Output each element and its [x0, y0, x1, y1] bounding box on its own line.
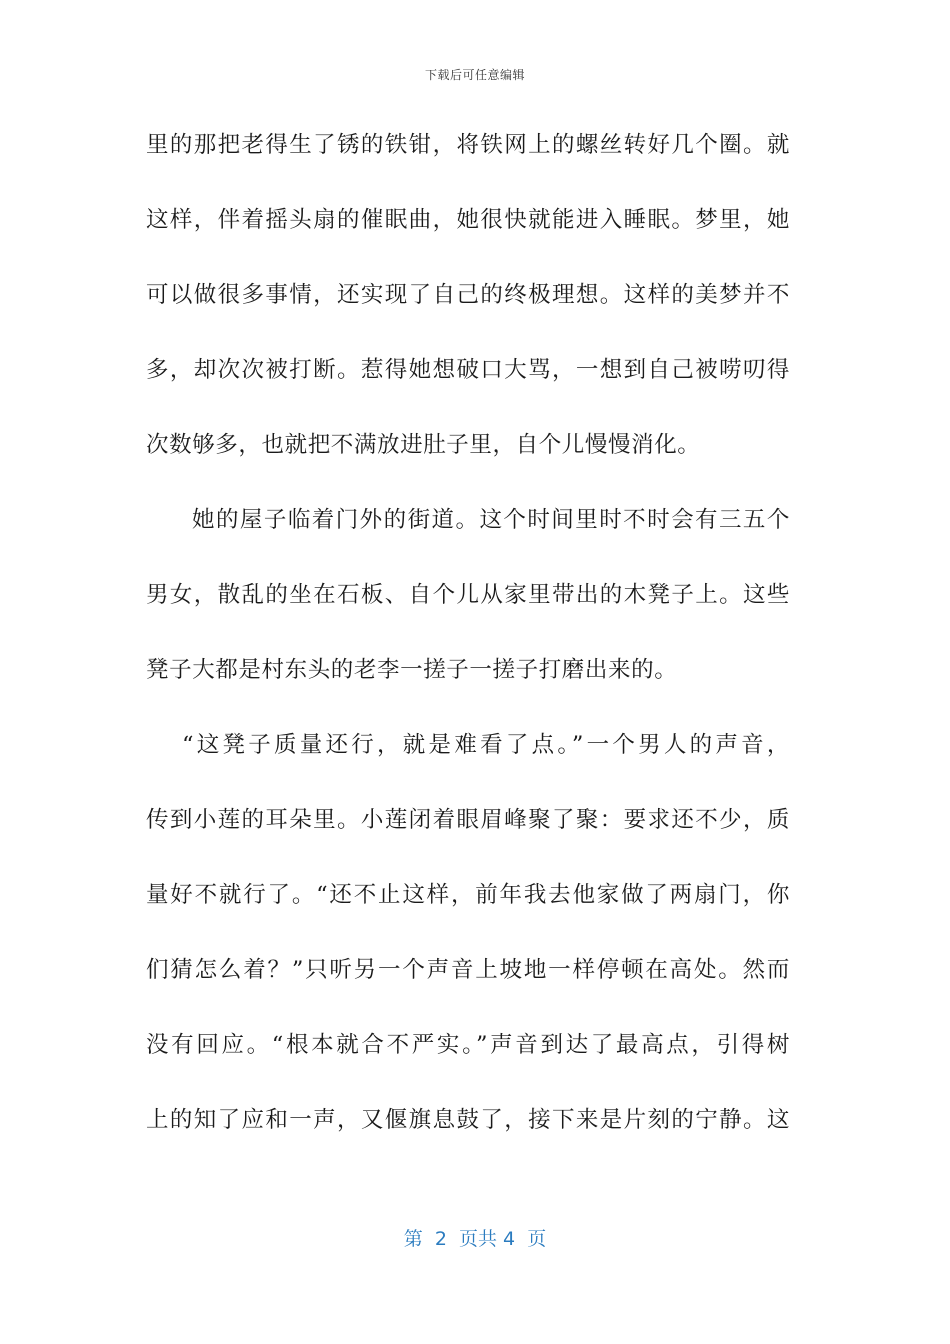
- text-line: 男女，散乱的坐在石板、自个儿从家里带出的木凳子上。这些: [146, 582, 790, 608]
- text-line: 多，却次次被打断。惹得她想破口大骂，一想到自己被唠叨得: [146, 357, 790, 383]
- text-line: 这样，伴着摇头扇的催眠曲，她很快就能进入睡眠。梦里，她: [146, 207, 790, 233]
- header-note: 下载后可任意编辑: [424, 68, 525, 82]
- text-line: 可以做很多事情，还实现了自己的终极理想。这样的美梦并不: [146, 282, 790, 308]
- text-line: “这凳子质量还行，就是难看了点。”一个男人的声音，: [182, 732, 790, 758]
- text-line: 们猜怎么着？”只听另一个声音上坡地一样停顿在高处。然而: [146, 957, 790, 983]
- text-line: 次数够多，也就把不满放进肚子里，自个儿慢慢消化。: [146, 432, 701, 458]
- text-line: 传到小莲的耳朵里。小莲闭着眼眉峰聚了聚：要求还不少，质: [146, 807, 790, 833]
- text-line: 她的屋子临着门外的街道。这个时间里时不时会有三五个: [192, 507, 790, 533]
- text-line: 量好不就行了。“还不止这样，前年我去他家做了两扇门，你: [146, 882, 790, 908]
- text-line: 凳子大都是村东头的老李一搓子一搓子打磨出来的。: [146, 657, 678, 683]
- text-line: 没有回应。“根本就合不严实。”声音到达了最高点，引得树: [146, 1032, 790, 1058]
- document-body: [146, 118, 790, 1168]
- text-line: 里的那把老得生了锈的铁钳，将铁网上的螺丝转好几个圈。就: [146, 132, 790, 158]
- page-number-footer: 第 2 页共 4 页: [403, 1228, 547, 1250]
- text-line: 上的知了应和一声，又偃旗息鼓了，接下来是片刻的宁静。这: [146, 1107, 790, 1133]
